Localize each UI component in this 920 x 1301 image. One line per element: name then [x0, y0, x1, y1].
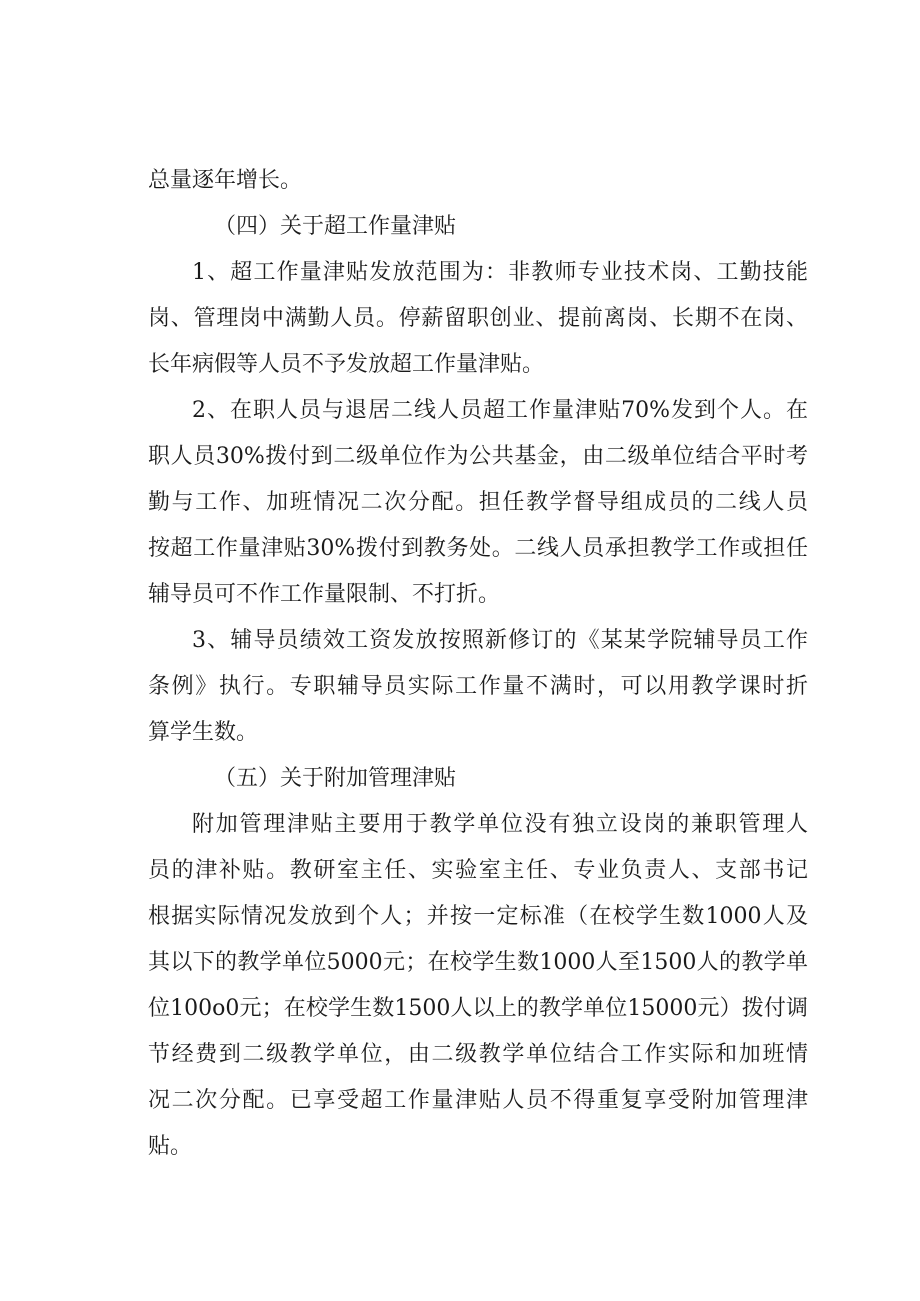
text-line: 总量逐年增长。	[148, 168, 303, 193]
text-line: 况二次分配。已享受超工作量津贴人员不得重复享受附加管理津	[148, 1088, 808, 1113]
text-line: 条例》执行。专职辅导员实际工作量不满时，可以用教学课时折	[148, 674, 808, 699]
text-line: 辅导员可不作工作量限制、不打折。	[148, 582, 501, 607]
text-line: 2、在职人员与退居二线人员超工作量津贴70%发到个人。在	[192, 398, 808, 423]
text-line: 长年病假等人员不予发放超工作量津贴。	[148, 352, 545, 377]
text-line: 勤与工作、加班情况二次分配。担任教学督导组成员的二线人员	[148, 490, 808, 515]
text-line: 贴。	[148, 1134, 193, 1159]
text-line: 职人员30%拨付到二级单位作为公共基金，由二级单位结合平时考	[148, 444, 808, 469]
section-heading: （四）关于超工作量津贴	[214, 214, 457, 239]
text-line: 岗、管理岗中满勤人员。停薪留职创业、提前离岗、长期不在岗、	[148, 306, 808, 331]
text-line: 员的津补贴。教研室主任、实验室主任、专业负责人、支部书记	[148, 858, 808, 883]
section-heading: （五）关于附加管理津贴	[214, 766, 457, 791]
text-line: 算学生数。	[148, 720, 259, 745]
text-line: 其以下的教学单位5000元；在校学生数1000人至1500人的教学单	[148, 950, 808, 975]
text-line: 节经费到二级教学单位，由二级教学单位结合工作实际和加班情	[148, 1042, 808, 1067]
text-line: 位100o0元；在校学生数1500人以上的教学单位15000元）拨付调	[148, 996, 808, 1021]
text-line: 3、辅导员绩效工资发放按照新修订的《某某学院辅导员工作	[192, 628, 808, 653]
text-line: 按超工作量津贴30%拨付到教务处。二线人员承担教学工作或担任	[148, 536, 808, 561]
document-body	[148, 158, 808, 1170]
text-line: 1、超工作量津贴发放范围为：非教师专业技术岗、工勤技能	[192, 260, 808, 285]
text-line: 附加管理津贴主要用于教学单位没有独立设岗的兼职管理人	[192, 812, 808, 837]
text-line: 根据实际情况发放到个人；并按一定标准（在校学生数1000人及	[148, 904, 808, 929]
